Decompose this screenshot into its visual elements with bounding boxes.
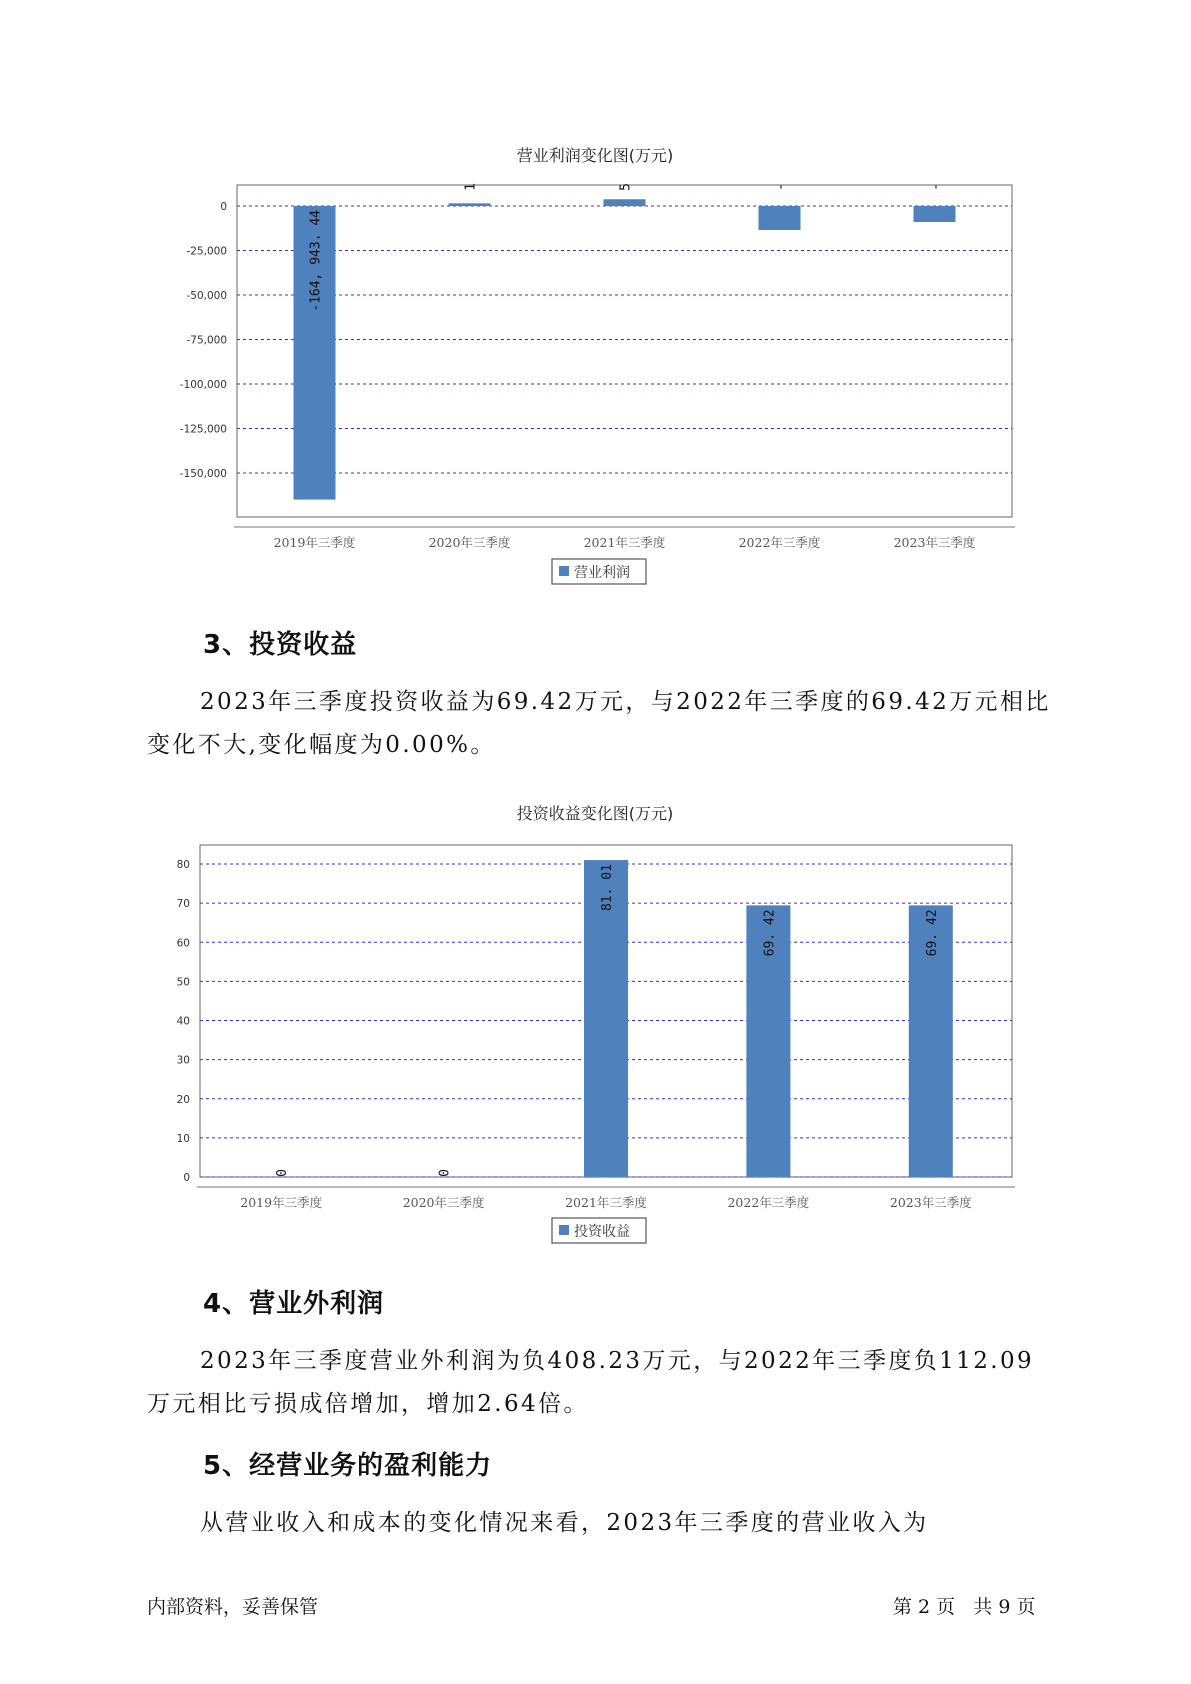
section-5-heading: 5、经营业务的盈利能力	[203, 1451, 493, 1481]
x-tick-label: 2022年三季度	[727, 1195, 810, 1210]
bar	[759, 206, 801, 230]
section-3-heading: 3、投资收益	[203, 630, 358, 660]
bar	[914, 206, 956, 222]
x-tick-label: 2023年三季度	[893, 535, 976, 550]
x-tick-label: 2020年三季度	[428, 535, 511, 550]
section-4-paragraph: 2023年三季度营业外利润为负408.23万元，与2022年三季度负112.09万元相比亏损成倍增加，增加2.64倍。	[147, 1348, 1035, 1417]
data-label: 69. 42	[924, 909, 940, 957]
y-tick-label: 20	[176, 1093, 190, 1106]
y-tick-label: 70	[176, 898, 190, 911]
y-tick-label: 30	[176, 1054, 190, 1067]
data-label: -	[928, 183, 944, 191]
chart-title: 投资收益变化图(万元)	[516, 804, 674, 823]
data-label: 1	[463, 183, 479, 191]
y-tick-label: 50	[176, 976, 190, 989]
data-label: -164, 943. 44	[308, 210, 324, 312]
legend-swatch	[559, 1225, 569, 1235]
legend-label: 投资收益	[574, 1224, 630, 1240]
x-tick-label: 2019年三季度	[273, 535, 356, 550]
chart-title: 营业利润变化图(万元)	[516, 146, 674, 165]
footer-note: 内部资料，妥善保管	[147, 1596, 319, 1618]
x-tick-label: 2020年三季度	[402, 1195, 485, 1210]
x-tick-label: 2023年三季度	[889, 1195, 972, 1210]
y-tick-label: 80	[176, 859, 190, 871]
y-tick-label: -25,000	[186, 245, 227, 258]
data-label: 81. 01	[600, 864, 615, 912]
data-label: 0	[275, 1169, 291, 1177]
chart-legend	[552, 559, 646, 584]
y-tick-label: 40	[176, 1015, 190, 1028]
data-label: 0	[437, 1169, 453, 1177]
section-4-heading: 4、营业外利润	[203, 1289, 385, 1319]
y-tick-label: 0	[220, 201, 227, 213]
y-tick-label: -50,000	[186, 290, 227, 302]
y-tick-label: -125,000	[179, 423, 227, 436]
legend-label: 营业利润	[574, 565, 630, 581]
operating-profit-chart	[0, 130, 1191, 600]
data-label: 5	[618, 183, 634, 191]
y-tick-label: -150,000	[179, 468, 227, 480]
data-label: -	[773, 183, 789, 191]
y-tick-label: -75,000	[186, 334, 227, 347]
y-tick-label: 60	[176, 937, 190, 950]
plot-area	[237, 185, 1012, 517]
bar	[449, 203, 491, 206]
y-tick-label: 10	[176, 1132, 190, 1145]
x-tick-label: 2019年三季度	[240, 1195, 323, 1210]
section-5-paragraph: 从营业收入和成本的变化情况来看，2023年三季度的营业收入为	[200, 1510, 929, 1536]
bar	[604, 199, 646, 206]
section-3-paragraph: 2023年三季度投资收益为69.42万元，与2022年三季度的69.42万元相比变化不大,变化幅度为0.00%。	[147, 689, 1051, 758]
data-label: 69. 42	[762, 909, 778, 957]
legend-swatch	[559, 566, 569, 576]
investment-income-chart	[0, 790, 1191, 1260]
x-tick-label: 2022年三季度	[738, 535, 821, 550]
y-tick-label: -100,000	[179, 379, 227, 391]
chart-legend	[552, 1218, 646, 1243]
page-number: 第 2 页 共 9 页	[893, 1596, 1036, 1618]
y-tick-label: 0	[183, 1172, 190, 1184]
x-tick-label: 2021年三季度	[565, 1195, 647, 1210]
x-tick-label: 2021年三季度	[583, 535, 666, 550]
